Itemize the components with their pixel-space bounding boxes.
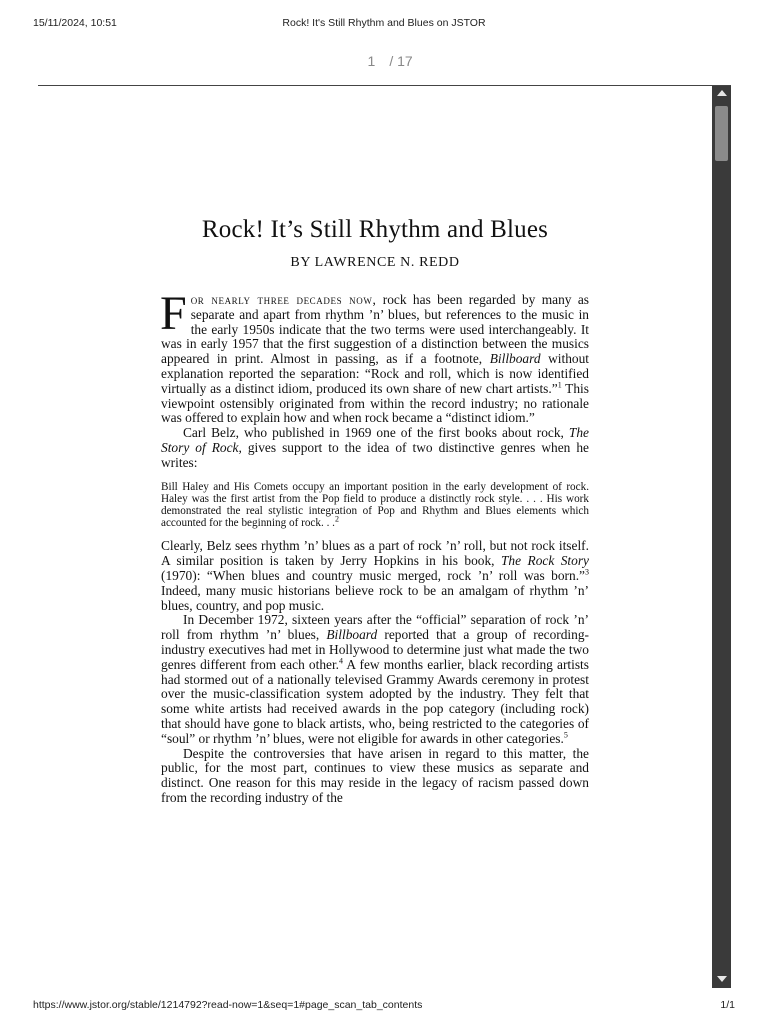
scrollbar-thumb[interactable]	[715, 106, 728, 161]
paragraph-text: This viewpoint ostensibly originated from within the record industry; no rationale was offered to explain how and when rock became a “distinct idiom.”	[161, 380, 589, 426]
print-url: https://www.jstor.org/stable/1214792?read-now=1&seq=1#page_scan_tab_contents	[33, 999, 423, 1011]
paragraph-text: gives support to the idea of two distinctive genres when he writes:	[161, 439, 589, 470]
paragraph-text: A few months earlier, black recording artists had stormed out of a nationally televised Grammy Awards ceremony in protest over the music-classification system adopted by the industry. They felt that some white artists had received awards in the pop category (including rock) that should have gone to black artists, who, being restricted to the categories of “soul” or rhythm ’n’ blues, were not eligible for awards in other categories.	[161, 656, 589, 746]
paragraph-text: In December 1972, sixteen years after the “official” separation of rock ’n’ roll from rhythm ’n’ blues,	[161, 612, 589, 643]
paragraph-text: without explanation reported the separation: “Rock and roll, which is now identified virtually as a distinct idiom, produced its own share of new chart artists.”	[161, 351, 590, 396]
footnote-marker: 4	[339, 656, 344, 666]
paragraph-text: rock has been regarded by many as separate and apart from rhythm ’n’ blues, but references to the music in the early 1950s indicate that the two terms were used interchangeably. It was in early 1957 that the first suggestion of a distinction between the musics appeared in print. Almost in passing, as if a footnote,	[161, 292, 589, 367]
quote-text: Bill Haley and His Comets occupy an important position in the early development of rock. Haley was the first artist from the Pop field to produce a distinctly rock style. . . . His work demonstrated the real stylistic integration of Pop and Rhythm and Blues elements which accounted for the beginning of rock. . .	[161, 480, 589, 530]
footnote-marker: 1	[557, 380, 562, 390]
scroll-up-arrow-icon[interactable]	[717, 90, 727, 96]
print-footer	[33, 999, 735, 1013]
total-pages: / 17	[389, 53, 413, 69]
article-author: BY LAWRENCE N. REDD	[290, 255, 460, 270]
italic-text: The Rock Story	[500, 553, 589, 569]
print-page-title: Rock! It's Still Rhythm and Blues on JSTOR	[282, 17, 486, 29]
paragraph-text: Carl Belz, who published in 1969 one of the first books about rock,	[183, 425, 569, 441]
footnote-marker: 3	[585, 567, 589, 577]
paragraph-text: (1970): “When blues and country music merged, rock ’n’ roll was born.”	[161, 567, 585, 583]
paragraph-text: reported that a group of recording-industry executives had met in Hollywood to determine just what made the two genres different from each other.	[161, 627, 590, 672]
drop-cap: F	[160, 287, 187, 340]
current-page-number[interactable]: 1	[367, 53, 376, 69]
article-title: Rock! It’s Still Rhythm and Blues	[201, 216, 549, 243]
vertical-scrollbar[interactable]	[712, 86, 731, 988]
paragraph-1	[160, 287, 590, 426]
paragraph-text: Clearly, Belz sees rhythm ’n’ blues as a part of rock ’n’ roll, but not rock itself. A similar position is taken by Jerry Hopkins in his book,	[161, 538, 589, 569]
print-header	[33, 17, 735, 31]
footnote-marker: 2	[334, 514, 339, 524]
opening-small-caps: or nearly three decades now,	[190, 292, 377, 307]
print-datetime: 15/11/2024, 10:51	[33, 17, 117, 29]
paragraph-4	[161, 613, 589, 746]
paragraph-text: Indeed, many music historians believe rock to be an amalgam of rhythm ’n’ blues, country, and pop music.	[161, 582, 589, 613]
block-quote	[161, 481, 589, 530]
paragraph-3	[161, 539, 589, 613]
italic-text: Billboard	[489, 351, 541, 367]
paragraph-2	[161, 426, 589, 470]
page-counter	[0, 53, 768, 71]
italic-text: Billboard	[326, 627, 378, 643]
paragraph-text: Despite the controversies that have arisen in regard to this matter, the public, for the most part, continues to view these musics as separate and distinct. One reason for this may reside in the legacy of racism passed down from the recording industry of the	[161, 745, 589, 805]
paragraph-5	[161, 747, 589, 806]
print-page-count: 1/1	[720, 999, 735, 1011]
footnote-marker: 5	[563, 730, 568, 740]
article-page	[38, 86, 712, 988]
article-body	[160, 287, 590, 806]
italic-text: The Story of Rock,	[161, 425, 589, 455]
scroll-down-arrow-icon[interactable]	[717, 976, 727, 982]
document-viewer[interactable]	[38, 85, 731, 988]
